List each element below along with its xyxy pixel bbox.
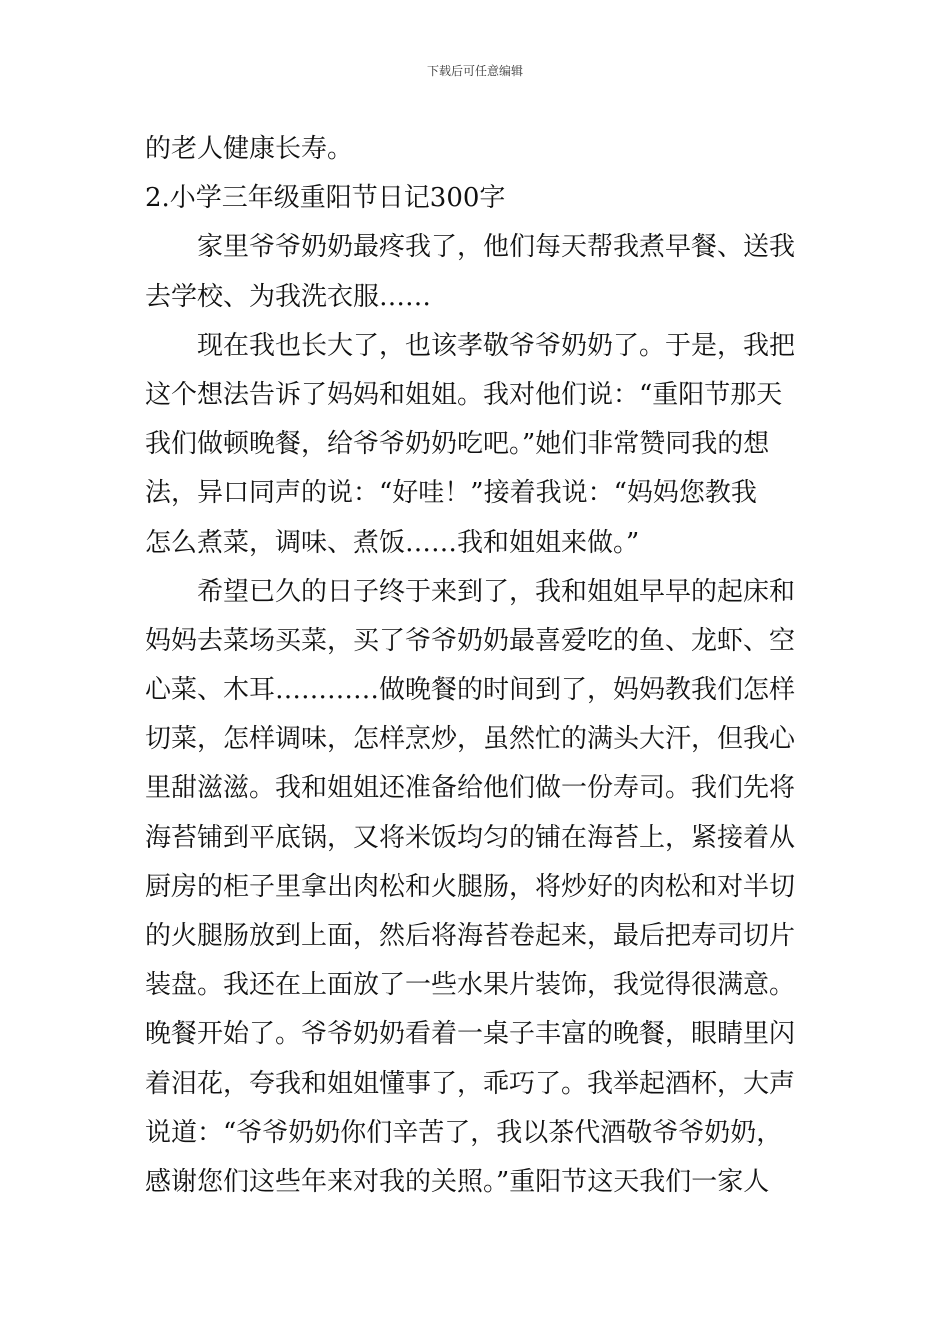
section-heading: 2.小学三年级重阳节日记300字 (145, 183, 506, 214)
body-line: 装盘。我还在上面放了一些水果片装饰，我觉得很满意。 (145, 970, 796, 1001)
body-line: 里甜滋滋。我和姐姐还准备给他们做一份寿司。我们先将 (145, 773, 796, 804)
body-line: 我们做顿晚餐，给爷爷奶奶吃吧。”她们非常赞同我的想 (145, 429, 770, 460)
body-line: 着泪花，夸我和姐姐懂事了，乖巧了。我举起酒杯，大声 (145, 1068, 796, 1099)
body-line: 怎么煮菜，调味、煮饭……我和姐姐来做。” (145, 527, 640, 558)
body-line: 的火腿肠放到上面，然后将海苔卷起来，最后把寿司切片 (145, 921, 796, 951)
body-line: 晚餐开始了。爷爷奶奶看着一桌子丰富的晚餐，眼睛里闪 (145, 1019, 796, 1050)
body-line: 这个想法告诉了妈妈和姐姐。我对他们说：“重阳节那天 (145, 379, 783, 410)
page-header: 下载后可任意编辑 (426, 64, 523, 78)
paragraph-first-line: 现在我也长大了，也该孝敬爷爷奶奶了。于是，我把 (197, 330, 796, 361)
body-line: 海苔铺到平底锅，又将米饭均匀的铺在海苔上，紧接着从 (145, 822, 796, 853)
body-line: 心菜、木耳…………做晚餐的时间到了，妈妈教我们怎样 (145, 675, 796, 706)
document-body (145, 125, 810, 1207)
body-line: 说道：“爷爷奶奶你们辛苦了，我以茶代酒敬爷爷奶奶， (145, 1117, 783, 1148)
paragraph-first-line: 希望已久的日子终于来到了，我和姐姐早早的起床和 (197, 576, 796, 607)
body-line: 的老人健康长寿。 (145, 134, 354, 164)
paragraph-first-line: 家里爷爷奶奶最疼我了，他们每天帮我煮早餐、送我 (197, 232, 796, 263)
body-line: 去学校、为我洗衣服…… (145, 281, 432, 312)
body-line: 感谢您们这些年来对我的关照。”重阳节这天我们一家人 (145, 1166, 770, 1197)
body-line: 妈妈去菜场买菜，买了爷爷奶奶最喜爱吃的鱼、龙虾、空 (145, 625, 796, 656)
body-line: 法，异口同声的说：“好哇！”接着我说：“妈妈您教我 (145, 478, 757, 509)
body-line: 切菜，怎样调味，怎样烹炒，虽然忙的满头大汗，但我心 (145, 724, 796, 755)
body-line: 厨房的柜子里拿出肉松和火腿肠，将炒好的肉松和对半切 (145, 871, 796, 902)
